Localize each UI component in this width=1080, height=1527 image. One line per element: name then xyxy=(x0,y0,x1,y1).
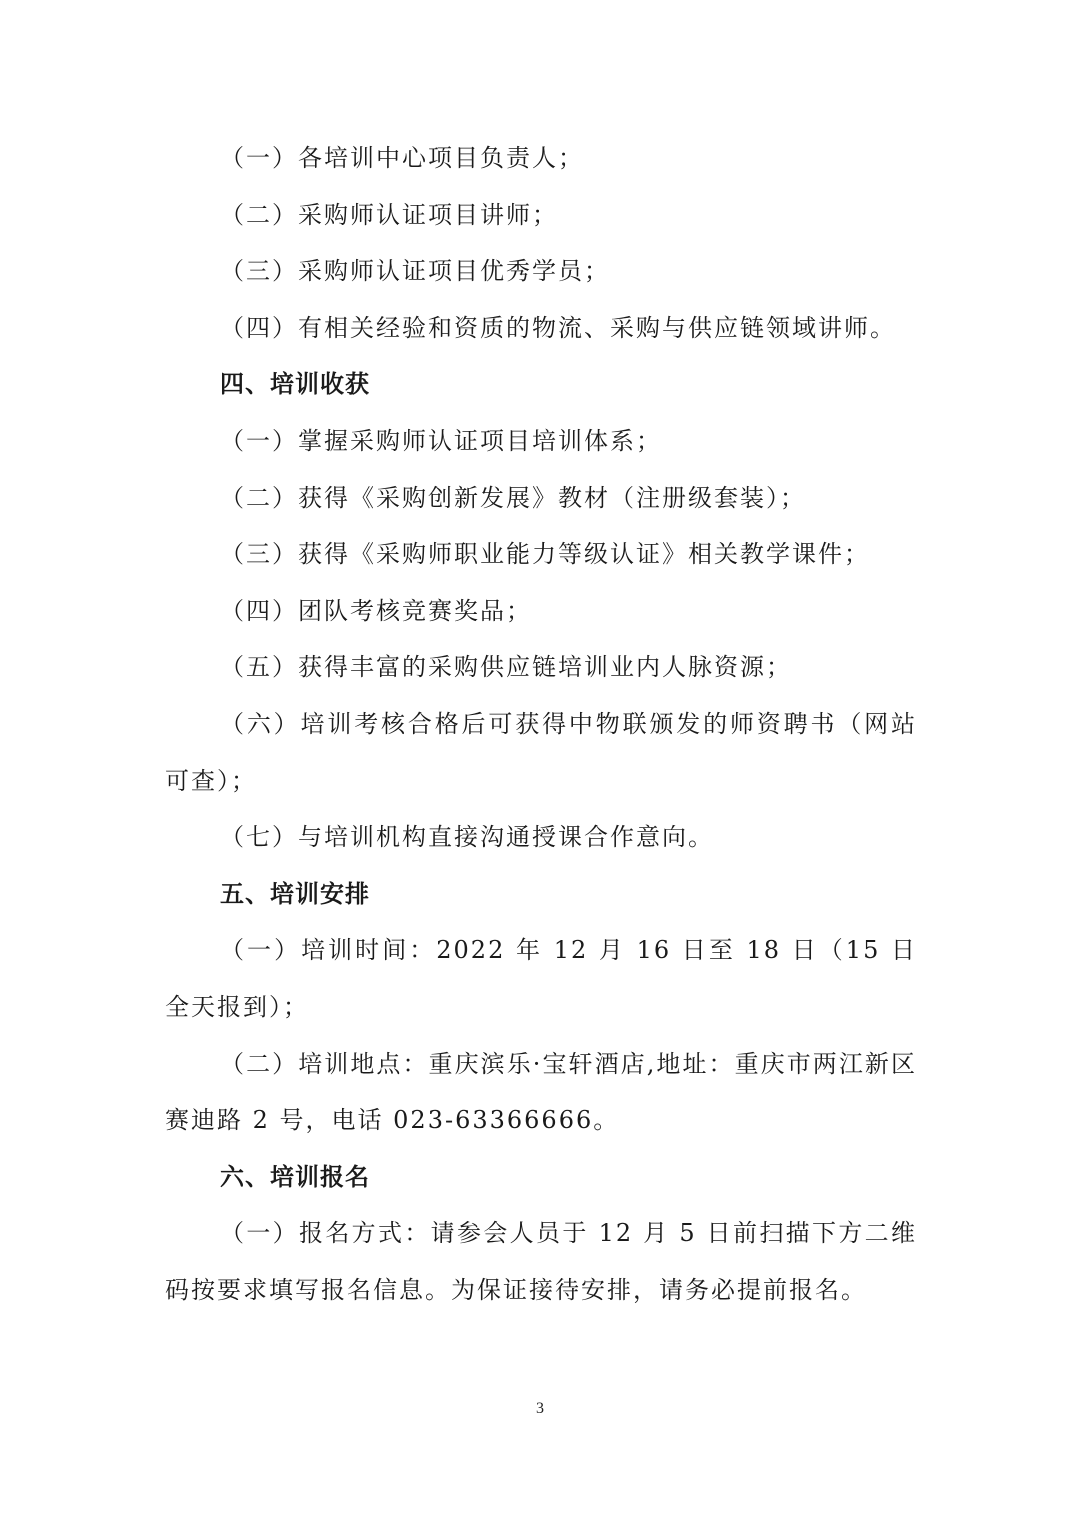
list-item: （四）团队考核竞赛奖品； xyxy=(220,596,532,625)
list-item: （一）掌握采购师认证项目培训体系； xyxy=(220,426,662,455)
list-item: （三）采购师认证项目优秀学员； xyxy=(220,257,610,286)
list-item: （六）培训考核合格后可获得中物联颁发的师资聘书（网站可查）； xyxy=(165,709,917,795)
list-item: （二）培训地点：重庆滨乐·宝轩酒店,地址：重庆市两江新区赛迪路 2 号，电话 023-63366666。 xyxy=(165,1049,917,1135)
list-item: （七）与培训机构直接沟通授课合作意向。 xyxy=(220,823,714,852)
page-number: 3 xyxy=(536,1400,544,1417)
list-item: （一）各培训中心项目负责人； xyxy=(220,144,584,172)
list-item: （二）采购师认证项目讲师； xyxy=(220,200,558,229)
section-heading-gains: 四、培训收获 xyxy=(220,370,370,399)
list-item: （一）培训时间：2022 年 12 月 16 日至 18 日（15 日全天报到）； xyxy=(165,936,917,1021)
section-heading-schedule: 五、培训安排 xyxy=(220,879,370,908)
list-item: （一）报名方式：请参会人员于 12 月 5 日前扫描下方二维码按要求填写报名信息。为保证接待安排，请务必提前报名。 xyxy=(165,1219,917,1304)
section-heading-registration: 六、培训报名 xyxy=(220,1162,370,1191)
list-item: （四）有相关经验和资质的物流、采购与供应链领域讲师。 xyxy=(220,313,896,342)
list-item: （三）获得《采购师职业能力等级认证》相关教学课件； xyxy=(220,540,870,569)
document-body xyxy=(165,130,917,1318)
list-item: （二）获得《采购创新发展》教材（注册级套装）； xyxy=(220,483,806,512)
list-item: （五）获得丰富的采购供应链培训业内人脉资源； xyxy=(220,653,792,682)
